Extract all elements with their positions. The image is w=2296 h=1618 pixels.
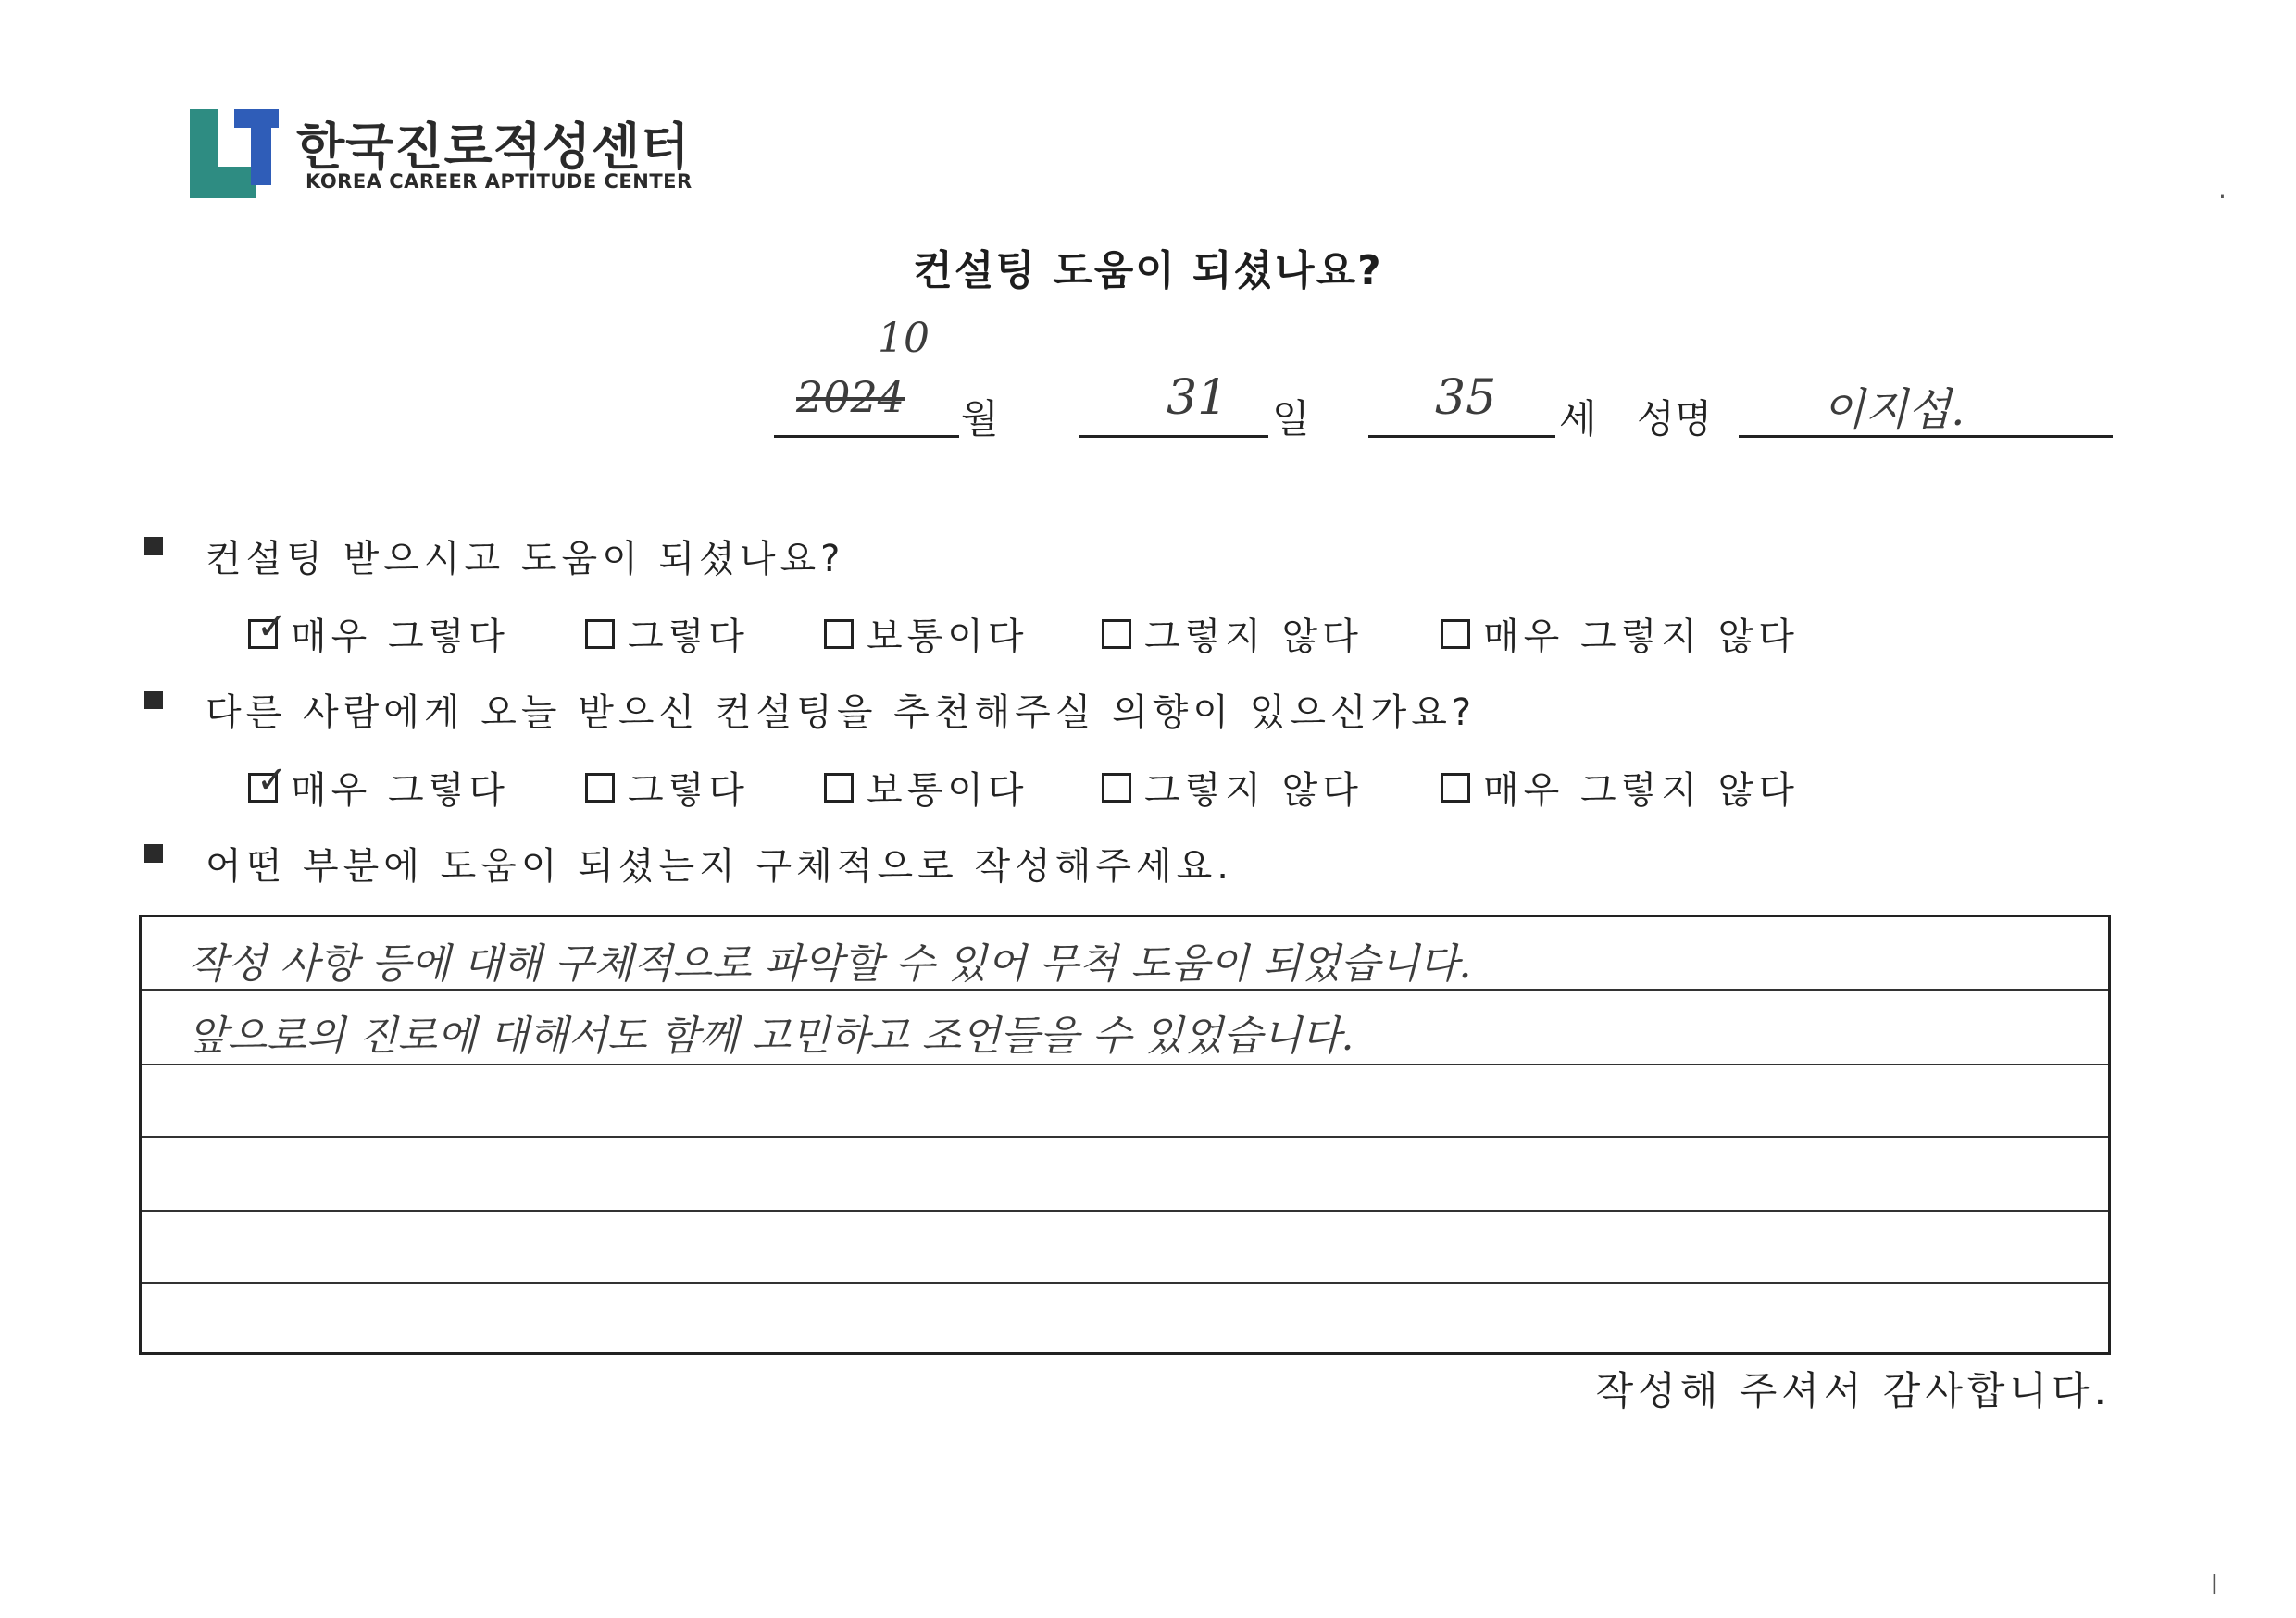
checkbox[interactable] <box>1102 619 1131 649</box>
age-underline <box>1368 435 1555 438</box>
checkbox[interactable] <box>824 619 854 649</box>
checkbox[interactable] <box>1102 773 1131 803</box>
q2-option-very-agree[interactable] <box>248 758 509 814</box>
option-label: 매우 그렇지 않다 <box>1483 769 1799 812</box>
day-value-handwritten: 31 <box>1167 370 1229 426</box>
checkbox[interactable] <box>824 773 854 803</box>
q1-option-very-agree[interactable] <box>248 604 509 660</box>
option-label: 그렇다 <box>628 769 749 812</box>
q1-option-agree[interactable] <box>585 607 749 660</box>
month-underline <box>774 435 959 438</box>
thank-you-note: 작성해 주셔서 감사합니다. <box>1595 1368 2111 1413</box>
comment-rule <box>142 1064 2108 1065</box>
option-label: 보통이다 <box>867 769 1029 812</box>
month-label: 월 <box>961 396 999 442</box>
question-3-text: 어떤 부분에 도움이 되셨는지 구체적으로 작성해주세요. <box>206 845 1234 888</box>
month-value-handwritten: 2024 <box>796 372 905 422</box>
q2-option-agree[interactable] <box>585 761 749 814</box>
question-1-text: 컨설팅 받으시고 도움이 되셨나요? <box>206 538 845 580</box>
checkbox[interactable] <box>585 619 615 649</box>
q2-option-disagree[interactable] <box>1102 761 1363 814</box>
age-value-handwritten: 35 <box>1435 370 1497 426</box>
checkbox[interactable] <box>1441 773 1470 803</box>
comment-rule <box>142 1282 2108 1284</box>
age-label: 세 <box>1559 396 1597 442</box>
checkbox-checked[interactable] <box>248 604 288 649</box>
comment-rule <box>142 1210 2108 1212</box>
center-logo-icon <box>190 109 279 198</box>
q1-option-very-disagree[interactable] <box>1441 607 1799 660</box>
form-title: 컨설팅 도움이 되셨나요? <box>913 247 1383 294</box>
comment-line-2-handwritten: 앞으로의 진로에 대해서도 함께 고민하고 조언들을 수 있었습니다. <box>188 1013 1354 1060</box>
name-value-handwritten: 이지섭. <box>1822 384 1965 436</box>
checkbox[interactable] <box>1441 619 1470 649</box>
check-mark-icon: ✓ <box>256 604 288 648</box>
comment-rule <box>142 989 2108 991</box>
q1-option-neutral[interactable] <box>824 607 1029 660</box>
org-name-english: KOREA CAREER APTITUDE CENTER <box>306 170 693 193</box>
question-bullet <box>144 537 163 555</box>
checkbox-checked[interactable] <box>248 758 288 803</box>
question-2-text: 다른 사람에게 오늘 받으신 컨설팅을 추천해주실 의향이 있으신가요? <box>206 691 1477 734</box>
option-label: 그렇지 않다 <box>1144 616 1363 658</box>
comment-rule <box>142 1136 2108 1138</box>
org-name-korean: 한국진로적성센터 <box>296 118 691 176</box>
name-underline <box>1739 435 2113 438</box>
question-bullet <box>144 844 163 863</box>
day-label: 일 <box>1272 396 1310 442</box>
checkbox[interactable] <box>585 773 615 803</box>
option-label: 매우 그렇지 않다 <box>1483 616 1799 658</box>
q2-option-neutral[interactable] <box>824 761 1029 814</box>
month-correction-handwritten: 10 <box>878 315 930 362</box>
day-underline <box>1079 435 1268 438</box>
q1-option-disagree[interactable] <box>1102 607 1363 660</box>
check-mark-icon: ✓ <box>256 758 288 802</box>
option-label: 그렇지 않다 <box>1144 769 1363 812</box>
comment-line-1-handwritten: 작성 사항 등에 대해 구체적으로 파악할 수 있어 무척 도움이 되었습니다. <box>188 940 1472 988</box>
scan-mark-icon: ⅼ <box>2211 1570 2218 1600</box>
option-label: 매우 그렇다 <box>291 769 509 812</box>
q2-option-very-disagree[interactable] <box>1441 761 1799 814</box>
option-label: 보통이다 <box>867 616 1029 658</box>
scan-mark-icon: · <box>2218 181 2227 212</box>
comment-box[interactable] <box>139 915 2111 1355</box>
name-label: 성명 <box>1637 396 1713 442</box>
option-label: 매우 그렇다 <box>291 616 509 658</box>
option-label: 그렇다 <box>628 616 749 658</box>
question-bullet <box>144 691 163 709</box>
